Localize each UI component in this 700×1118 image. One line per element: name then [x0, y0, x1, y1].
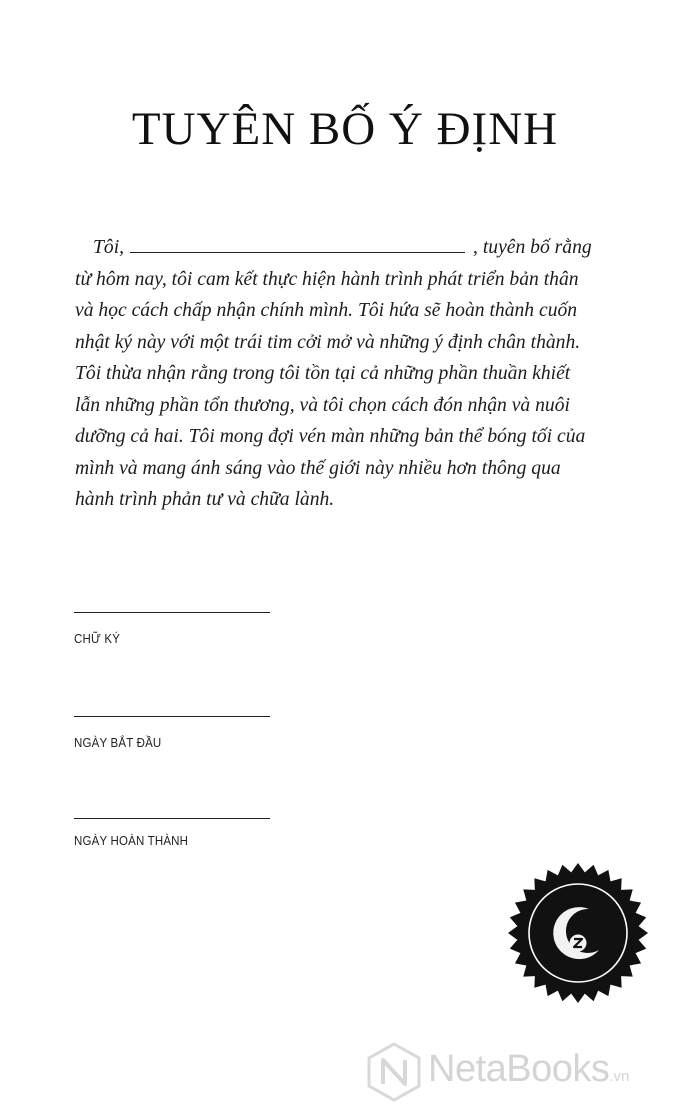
page-title: TUYÊN BỐ Ý ĐỊNH: [131, 103, 559, 155]
start-date-line: [74, 716, 270, 717]
pledge-line: nhật ký này với một trái tim cởi mở và những ý định chân thành.: [75, 331, 581, 353]
pledge-line-1: [75, 232, 627, 264]
watermark-suffix: .vn: [609, 1068, 630, 1085]
pledge-line: mình và mang ánh sáng vào thế giới này nhiều hơn thông qua: [75, 457, 561, 479]
pledge-line: dưỡng cả hai. Tôi mong đợi vén màn những bản thể bóng tối của: [75, 426, 586, 447]
pledge-paragraph: [75, 232, 627, 516]
signature-label: CHỮ KÝ: [74, 632, 121, 646]
watermark-brand: NetaBooks: [428, 1048, 610, 1090]
end-date-label: NGÀY HOÀN THÀNH: [74, 834, 189, 848]
pledge-after-blank: , tuyên bố rằng: [473, 237, 592, 258]
pledge-line: hành trình phản tư và chữa lành.: [75, 489, 335, 510]
signature-line: [74, 612, 270, 613]
moon-seal-icon: [507, 862, 649, 1004]
pledge-line: lẫn những phần tổn thương, và tôi chọn cách đón nhận và nuôi: [75, 394, 570, 416]
pledge-start: Tôi,: [93, 237, 125, 258]
watermark: [366, 1040, 700, 1110]
pledge-line: từ hôm nay, tôi cam kết thực hiện hành trình phát triển bản thân: [75, 268, 579, 290]
pledge-line: Tôi thừa nhận rằng trong tôi tồn tại cả những phần thuần khiết: [75, 363, 571, 384]
watermark-text: [428, 1048, 629, 1091]
end-date-line: [74, 818, 270, 819]
netabooks-logo-icon: [366, 1042, 422, 1102]
start-date-label: NGÀY BẮT ĐẦU: [74, 736, 162, 750]
pledge-line: và học cách chấp nhận chính mình. Tôi hứa sẽ hoàn thành cuốn: [75, 300, 578, 321]
name-blank-line: [130, 236, 465, 253]
